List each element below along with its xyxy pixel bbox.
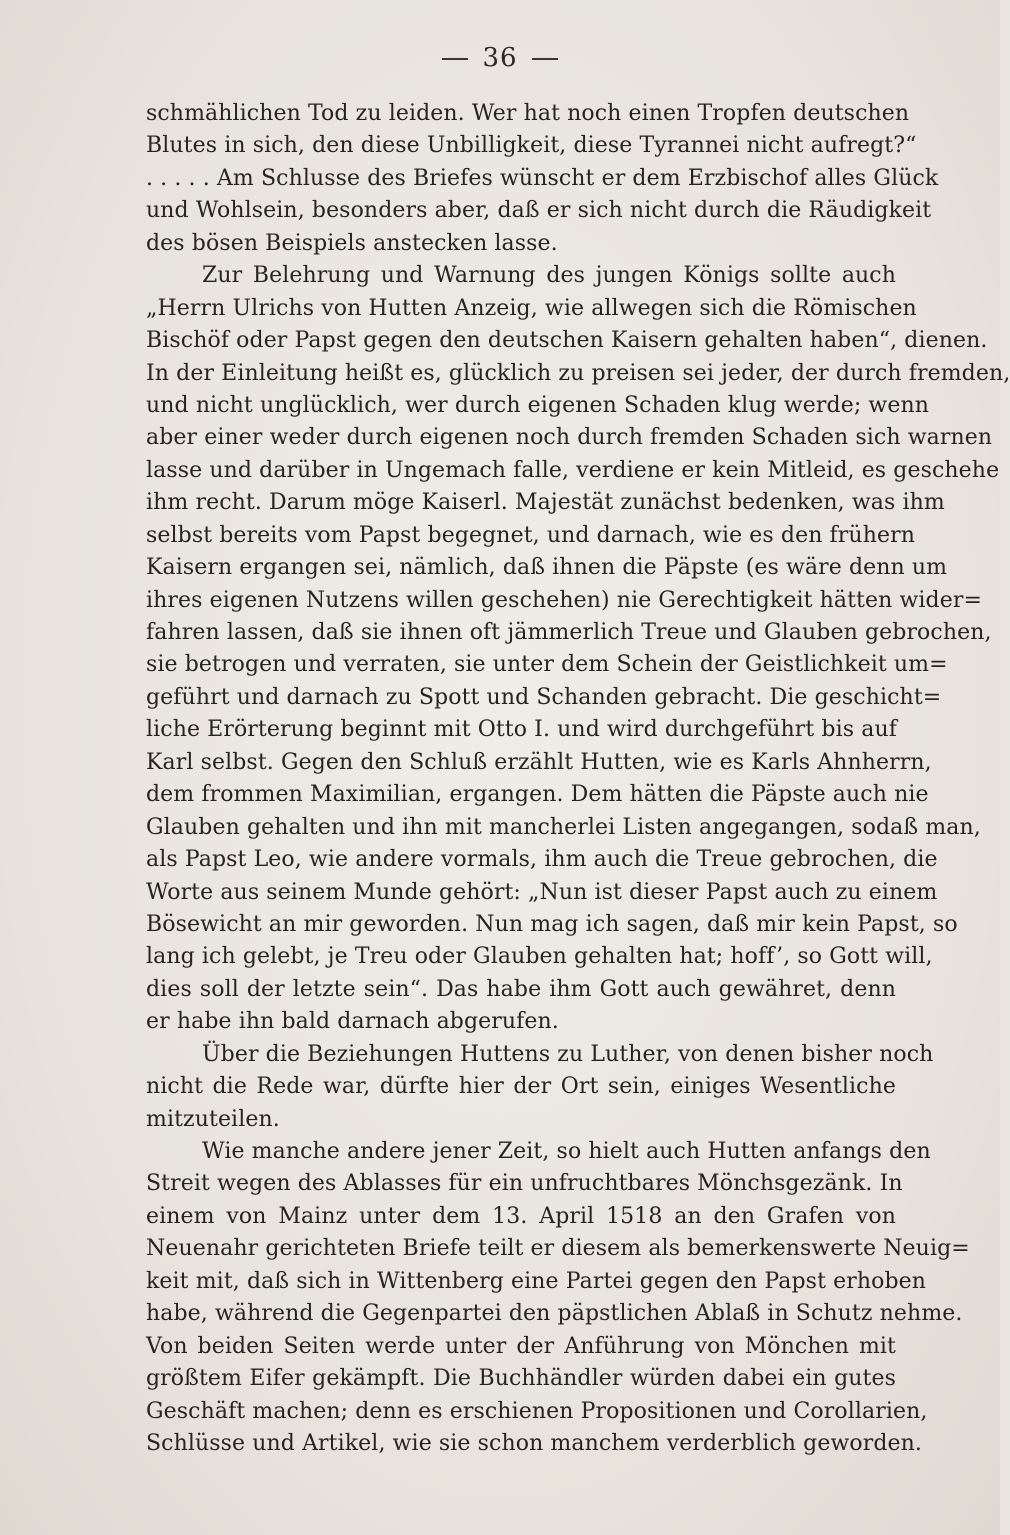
text-line: Zur Belehrung und Warnung des jungen Königs sollte auch — [202, 263, 896, 289]
text-line: Bischöf oder Papst gegen den deutschen Kaisern gehalten haben“, dienen. — [146, 328, 988, 354]
text-line: ihm recht. Darum möge Kaiserl. Majestät zunächst bedenken, was ihm — [146, 490, 945, 516]
text-line: „Herrn Ulrichs von Hutten Anzeig, wie allwegen sich die Römischen — [146, 295, 917, 321]
text-line: Karl selbst. Gegen den Schluß erzählt Hutten, wie es Karls Ahnherrn, — [146, 749, 932, 775]
text-line: Neuenahr gerichteten Briefe teilt er diesem als bemerkenswerte Neuig= — [146, 1236, 970, 1262]
text-line: lasse und darüber in Ungemach falle, verdiene er kein Mitleid, es geschehe — [146, 457, 1000, 483]
text-line: als Papst Leo, wie andere vormals, ihm auch die Treue gebrochen, die — [146, 847, 938, 873]
text-line: nicht die Rede war, dürfte hier der Ort sein, einiges Wesentliche — [146, 1074, 896, 1100]
text-line: aber einer weder durch eigenen noch durch fremden Schaden sich warnen — [146, 425, 993, 451]
text-line: Worte aus seinem Munde gehört: „Nun ist dieser Papst auch zu einem — [146, 879, 938, 905]
text-line: einem von Mainz unter dem 13. April 1518 an den Grafen von — [146, 1203, 896, 1229]
page-number: 36 — [482, 43, 518, 73]
page-header — [0, 40, 1000, 76]
text-line: Von beiden Seiten werde unter der Anführung von Mönchen mit — [146, 1333, 896, 1359]
text-line: sie betrogen und verraten, sie unter dem Schein der Geistlichkeit um= — [146, 652, 948, 678]
text-line: lang ich gelebt, je Treu oder Glauben gehalten hat; hoff’, so Gott will, — [146, 944, 933, 970]
text-line: Kaisern ergangen sei, nämlich, daß ihnen die Päpste (es wäre denn um — [146, 555, 948, 581]
text-line: Streit wegen des Ablasses für ein unfruchtbares Mönchsgezänk. In — [146, 1171, 903, 1197]
text-line: Über die Beziehungen Huttens zu Luther, von denen bisher noch — [202, 1041, 934, 1067]
text-line: selbst bereits vom Papst begegnet, und darnach, wie es den frühern — [146, 522, 915, 548]
text-line: Bösewicht an mir geworden. Nun mag ich sagen, daß mir kein Papst, so — [146, 911, 958, 937]
text-line: In der Einleitung heißt es, glücklich zu preisen sei jeder, der durch fremden, — [146, 360, 1010, 386]
text-line: keit mit, daß sich in Wittenberg eine Partei gegen den Papst erhoben — [146, 1268, 927, 1294]
text-line: schmählichen Tod zu leiden. Wer hat noch einen Tropfen deutschen — [146, 101, 910, 126]
text-line: habe, während die Gegenpartei den päpstlichen Ablaß in Schutz nehme. — [146, 1301, 963, 1327]
text-line: fahren lassen, daß sie ihnen oft jämmerlich Treue und Glauben gebrochen, — [146, 620, 992, 645]
text-line: dies soll der letzte sein“. Das habe ihm Gott auch gewähret, denn — [146, 976, 896, 1002]
text-line: größtem Eifer gekämpft. Die Buchhändler würden dabei ein gutes — [146, 1366, 896, 1392]
text-line: Wie manche andere jener Zeit, so hielt auch Hutten anfangs den — [202, 1139, 931, 1164]
header-dash-right — [532, 58, 558, 60]
text-line: und Wohlsein, besonders aber, daß er sich nicht durch die Räudigkeit — [146, 198, 932, 224]
body-text — [146, 98, 1010, 1460]
text-line: des bösen Beispiels anstecken lasse. — [146, 230, 558, 256]
header-dash-left — [442, 58, 468, 60]
text-line: mitzuteilen. — [146, 1106, 280, 1132]
text-line: Blutes in sich, den diese Unbilligkeit, diese Tyrannei nicht aufregt?“ — [146, 133, 917, 159]
text-line: . . . . . Am Schlusse des Briefes wünscht er dem Erzbischof alles Glück — [146, 165, 939, 191]
text-line: Geschäft machen; denn es erschienen Propositionen und Corollarien, — [146, 1398, 928, 1424]
text-line: liche Erörterung beginnt mit Otto I. und wird durchgeführt bis auf — [146, 717, 897, 743]
text-line: Schlüsse und Artikel, wie sie schon manchem verderblich geworden. — [146, 1430, 923, 1456]
text-line: er habe ihn bald darnach abgerufen. — [146, 1009, 559, 1035]
text-line: geführt und darnach zu Spott und Schanden gebracht. Die geschicht= — [146, 684, 942, 710]
text-line: Glauben gehalten und ihn mit mancherlei Listen angegangen, sodaß man, — [146, 814, 981, 840]
text-line: dem frommen Maximilian, ergangen. Dem hätten die Päpste auch nie — [146, 782, 929, 808]
text-line: ihres eigenen Nutzens willen geschehen) nie Gerechtigkeit hätten wider= — [146, 587, 982, 613]
text-line: und nicht unglücklich, wer durch eigenen Schaden klug werde; wenn — [146, 392, 930, 418]
